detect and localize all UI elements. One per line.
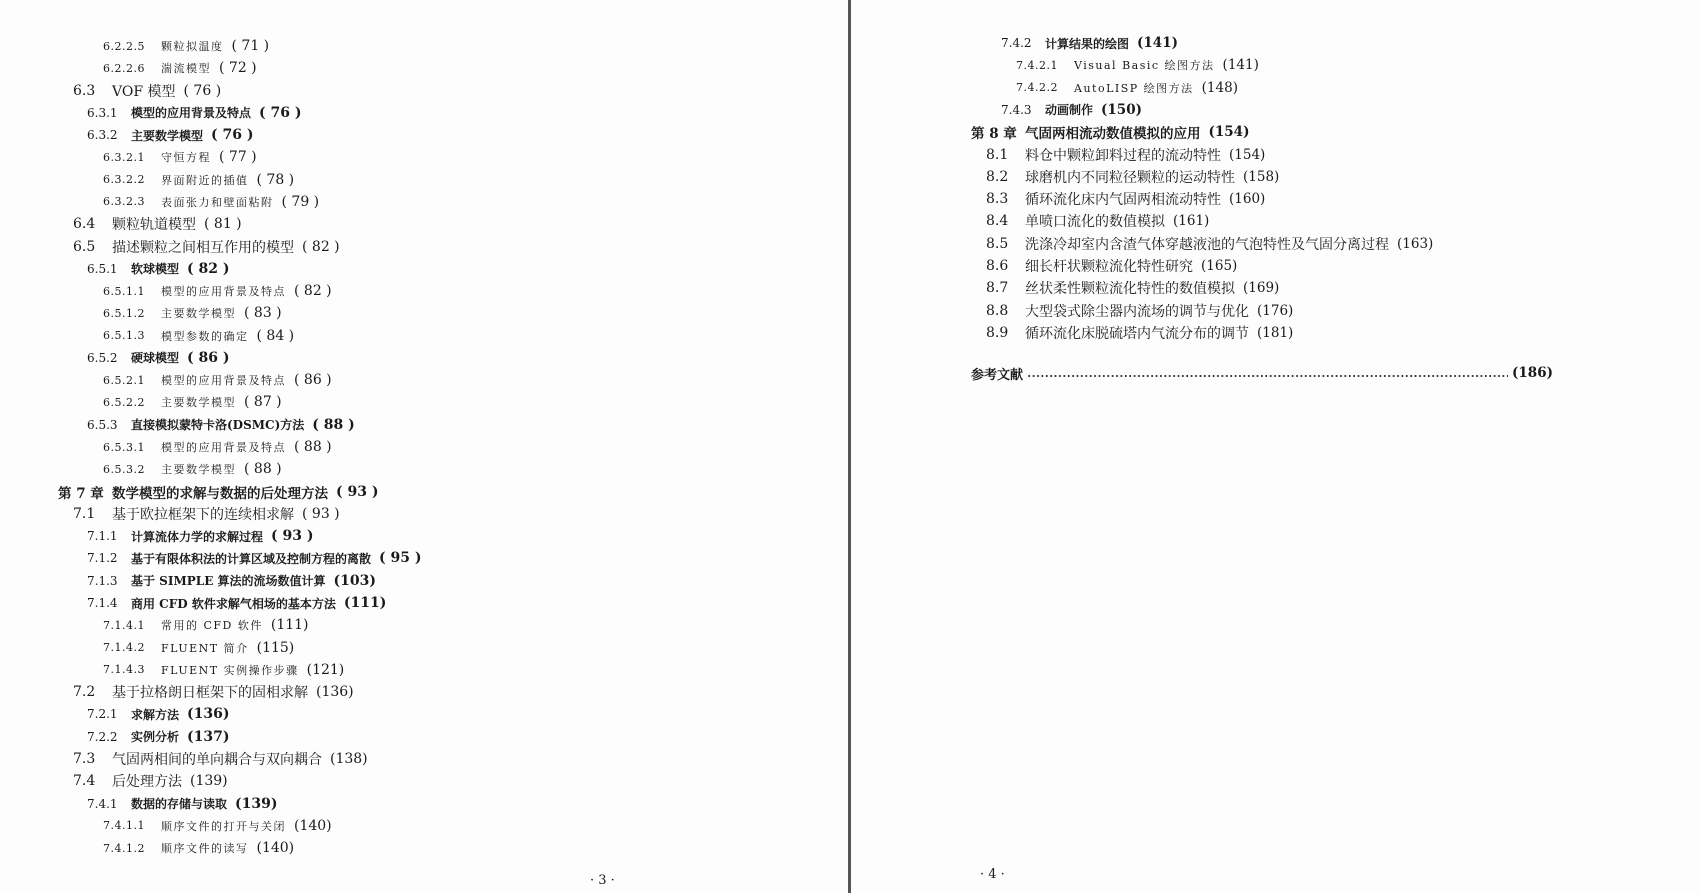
toc-entry-page: ( 88 ) <box>294 439 332 456</box>
toc-entry-number: 8.8 <box>986 302 1009 319</box>
toc-entry-title: VOF 模型 <box>112 83 176 100</box>
toc-entry-page: ( 82 ) <box>187 260 230 277</box>
toc-entry-title: 颗粒拟温度 <box>161 40 224 53</box>
toc-entry-number: 6.5 <box>73 238 96 255</box>
toc-entry-title: 主要数学模型 <box>131 128 204 143</box>
toc-entry-number: 7.1.4 <box>87 596 118 610</box>
toc-entry-references[interactable] <box>971 363 1553 383</box>
toc-entry-page: (186) <box>1512 365 1553 381</box>
toc-entry-number: 7.1.3 <box>87 573 118 588</box>
toc-entry-title: 商用 CFD 软件求解气相场的基本方法 <box>131 596 336 611</box>
toc-entry-title: 基于欧拉框架下的连续相求解 <box>112 506 294 523</box>
toc-entry-page: (161) <box>1173 213 1210 230</box>
toc-entry-number: 6.3.2.1 <box>103 150 145 164</box>
toc-entry-title: 常用的 CFD 软件 <box>161 619 263 633</box>
toc-entry-number: 7.1.4.2 <box>103 641 145 655</box>
toc-entry-page: ( 72 ) <box>219 60 257 77</box>
toc-entry-page: (138) <box>330 750 368 767</box>
toc-entry-page: (141) <box>1137 35 1178 51</box>
toc-entry-title: 基于 SIMPLE 算法的流场数值计算 <box>131 574 326 589</box>
toc-entry-page: ( 93 ) <box>336 483 379 500</box>
toc-entry-title: 软球模型 <box>131 262 180 277</box>
toc-entry-page: ( 76 ) <box>259 104 302 121</box>
toc-entry-number: 6.5.1.3 <box>103 329 145 343</box>
toc-entry-number: 6.3.2.3 <box>103 195 145 209</box>
toc-entry-number: 7.2.2 <box>87 729 118 744</box>
toc-entry-page: ( 78 ) <box>256 171 295 188</box>
toc-entry-number: 6.5.3 <box>87 417 118 432</box>
toc-entry-number: 7.4.2.1 <box>1016 58 1058 72</box>
toc-entry-number: 6.2.2.6 <box>103 61 145 75</box>
toc-entry-title: FLUENT 简介 <box>161 641 249 655</box>
toc-entry-page: (103) <box>333 572 377 589</box>
toc-entry-page: (111) <box>343 595 387 611</box>
toc-entry-title: 模型的应用背景及特点 <box>161 285 286 299</box>
toc-entry-number: 7.4.2 <box>1001 36 1032 50</box>
toc-entry-page: ( 81 ) <box>204 216 242 233</box>
toc-entry-title: 循环流化床脱硫塔内气流分布的调节 <box>1025 325 1249 342</box>
toc-page-left <box>0 0 848 893</box>
toc-entry-page: (136) <box>316 684 354 701</box>
toc-entry-title: 大型袋式除尘器内流场的调节与优化 <box>1025 303 1249 320</box>
toc-entry-title: 实例分析 <box>131 730 180 745</box>
toc-entry-number: 8.9 <box>986 324 1009 341</box>
toc-entry-number: 6.5.2.2 <box>103 395 145 409</box>
toc-entry-page: ( 76 ) <box>211 127 254 144</box>
toc-entry-page: ( 77 ) <box>219 149 257 166</box>
toc-entry-page: (169) <box>1243 280 1280 297</box>
toc-entry-number: 7.2.1 <box>87 707 118 722</box>
toc-entry-title: 模型的应用背景及特点 <box>161 374 286 388</box>
toc-entry-page: (154) <box>1208 124 1250 141</box>
toc-entry-page: ( 88 ) <box>244 461 282 478</box>
toc-entry-number: 7.2 <box>73 684 96 701</box>
toc-entry-number: 7.1.1 <box>87 529 118 544</box>
toc-entry-page: (158) <box>1243 168 1280 185</box>
toc-entry-number: 7.4.1.1 <box>103 819 145 833</box>
toc-entry-number: 7.4.3 <box>1001 102 1032 117</box>
toc-entry-title: 数学模型的求解与数据的后处理方法 <box>112 485 328 502</box>
toc-entry-page: (150) <box>1101 101 1142 118</box>
toc-entry-number: 8.1 <box>986 146 1009 163</box>
toc-entry-page: (181) <box>1257 324 1294 341</box>
toc-entry-title: 气固两相流动数值模拟的应用 <box>1025 126 1201 143</box>
dot-leader <box>1027 375 1508 377</box>
toc-entry-title: 颗粒轨道模型 <box>112 217 196 234</box>
toc-entry-page: ( 82 ) <box>302 238 340 255</box>
toc-entry-page: ( 82 ) <box>294 283 332 300</box>
toc-entry-number: 6.3.1 <box>87 105 118 120</box>
toc-entry-number: 第 8 章 <box>971 126 1017 143</box>
toc-entry-page: (163) <box>1397 235 1434 252</box>
toc-entry-page: (139) <box>235 795 278 812</box>
toc-entry-page: (137) <box>187 728 230 745</box>
toc-entry-page: ( 87 ) <box>244 394 282 411</box>
toc-entry-page: ( 84 ) <box>256 327 295 344</box>
toc-entry-page: ( 95 ) <box>379 550 422 567</box>
toc-entry-title: 模型参数的确定 <box>161 329 249 343</box>
toc-entry-title: FLUENT 实例操作步骤 <box>161 663 299 677</box>
toc-entry-page: ( 93 ) <box>271 528 314 545</box>
toc-entry-title: 顺序文件的打开与关闭 <box>161 819 286 833</box>
toc-entry-title: 后处理方法 <box>112 774 182 791</box>
toc-entry-title: 计算流体力学的求解过程 <box>131 529 264 544</box>
toc-entry-page: ( 88 ) <box>312 416 355 433</box>
toc-entry-number: 6.5.3.1 <box>103 440 145 454</box>
toc-entry-page: (154) <box>1229 146 1266 163</box>
toc-entry-number: 6.3 <box>73 82 96 99</box>
toc-entry-page: (136) <box>187 706 230 723</box>
toc-entry-title: 守恒方程 <box>161 151 211 165</box>
toc-entry-title: 单喷口流化的数值模拟 <box>1025 214 1165 231</box>
toc-entry-page: ( 76 ) <box>183 82 222 99</box>
toc-entry-number: 7.4.1 <box>87 796 118 811</box>
toc-entry-page: (139) <box>190 773 228 790</box>
toc-entry-title: 计算结果的绘图 <box>1045 36 1130 51</box>
toc-entry-page: (148) <box>1201 79 1238 96</box>
toc-entry-number: 8.5 <box>986 235 1009 252</box>
toc-entry-page: ( 71 ) <box>231 38 270 54</box>
toc-entry-number: 7.1.4.3 <box>103 663 145 677</box>
toc-entry-title: 细长杆状颗粒流化特性研究 <box>1025 259 1193 275</box>
toc-entry-page: (140) <box>294 817 332 834</box>
toc-entry-number: 8.3 <box>986 191 1009 208</box>
toc-entry-title: 主要数学模型 <box>161 396 236 410</box>
toc-entry-title: 湍流模型 <box>161 62 211 76</box>
toc-entry-number: 6.3.2.2 <box>103 173 145 187</box>
toc-entry-title: 顺序文件的读写 <box>161 842 249 856</box>
toc-entry-page: (140) <box>256 840 295 857</box>
toc-entry-title: 描述颗粒之间相互作用的模型 <box>112 239 294 256</box>
toc-entry-title: 球磨机内不同粒径颗粒的运动特性 <box>1025 169 1235 186</box>
toc-entry-title: 求解方法 <box>131 707 180 722</box>
toc-entry-page: ( 83 ) <box>244 305 282 322</box>
toc-entry-number: 6.5.1.1 <box>103 284 145 298</box>
toc-entry-number: 8.2 <box>986 168 1009 185</box>
toc-entry-number: 7.4.1.2 <box>103 841 145 855</box>
toc-entry-number: 6.4 <box>73 216 96 233</box>
toc-entry-number: 7.4.2.2 <box>1016 81 1058 95</box>
toc-entry-title: 洗涤冷却室内含渣气体穿越液池的气泡特性及气固分离过程 <box>1025 236 1389 253</box>
toc-entry-number: 7.3 <box>73 750 96 767</box>
toc-entry-title: 主要数学模型 <box>161 307 236 321</box>
toc-entry-number: 7.1.4.1 <box>103 618 145 632</box>
toc-entry-page: (115) <box>256 639 295 656</box>
toc-entry-number: 8.7 <box>986 280 1009 297</box>
toc-entry-title: 循环流化床内气固两相流动特性 <box>1025 192 1221 209</box>
toc-entry-title: Visual Basic 绘图方法 <box>1074 59 1215 73</box>
toc-entry-title: 表面张力和壁面粘附 <box>161 195 274 209</box>
toc-entry-title: 数据的存储与读取 <box>131 797 228 812</box>
toc-entry-number: 6.5.2 <box>87 350 118 365</box>
toc-entry-page: (165) <box>1201 258 1238 274</box>
toc-entry-number: 6.2.2.5 <box>103 39 145 53</box>
toc-entry-title: 气固两相间的单向耦合与双向耦合 <box>112 751 322 768</box>
toc-entry-number: 6.5.3.2 <box>103 462 145 476</box>
toc-page-right <box>851 0 1701 893</box>
toc-entry-page: ( 79 ) <box>281 193 320 210</box>
toc-entry-page: (111) <box>270 617 309 634</box>
toc-entry-number: 6.5.1.2 <box>103 306 145 320</box>
toc-entry-title: 动画制作 <box>1045 103 1094 118</box>
toc-entry-title: 基于有限体积法的计算区域及控制方程的离散 <box>131 551 372 566</box>
toc-entry-page: ( 86 ) <box>187 349 230 366</box>
toc-entry-page: ( 93 ) <box>302 505 340 522</box>
toc-entry-number: 7.4 <box>73 773 96 790</box>
toc-entry-title: 直接模拟蒙特卡洛(DSMC)方法 <box>131 418 305 433</box>
page-number-left: · 3 · <box>590 873 615 888</box>
page-number-right: · 4 · <box>980 867 1005 882</box>
toc-entry-title: AutoLISP 绘图方法 <box>1074 81 1194 95</box>
toc-entry-page: (141) <box>1222 57 1259 74</box>
toc-entry-number: 6.5.2.1 <box>103 373 145 387</box>
toc-entry-number: 8.4 <box>986 213 1009 230</box>
toc-entry-title: 硬球模型 <box>131 351 180 366</box>
toc-entry-title: 丝状柔性颗粒流化特性的数值模拟 <box>1025 281 1235 298</box>
toc-entry-page: (121) <box>306 661 345 678</box>
toc-entry-title: 界面附近的插值 <box>161 173 249 187</box>
toc-entry-title: 模型的应用背景及特点 <box>161 441 286 455</box>
toc-entry-number: 7.1.2 <box>87 551 118 566</box>
toc-entry-title: 基于拉格朗日框架下的固相求解 <box>112 685 308 702</box>
toc-entry-number: 第 7 章 <box>58 485 104 502</box>
toc-entry-title: 主要数学模型 <box>161 463 236 477</box>
toc-entry-number: 8.6 <box>986 258 1009 274</box>
toc-entry-number: 6.3.2 <box>87 128 118 143</box>
toc-entry-page: ( 86 ) <box>294 372 332 389</box>
toc-entry-page: (160) <box>1229 191 1266 208</box>
toc-entry-number: 7.1 <box>73 505 96 522</box>
toc-entry-title: 料仓中颗粒卸料过程的流动特性 <box>1025 147 1221 164</box>
toc-entry-number: 6.5.1 <box>87 261 118 276</box>
toc-entry-title: 参考文献 <box>971 367 1024 383</box>
toc-entry-page: (176) <box>1257 302 1294 319</box>
toc-entry-title: 模型的应用背景及特点 <box>131 106 252 121</box>
